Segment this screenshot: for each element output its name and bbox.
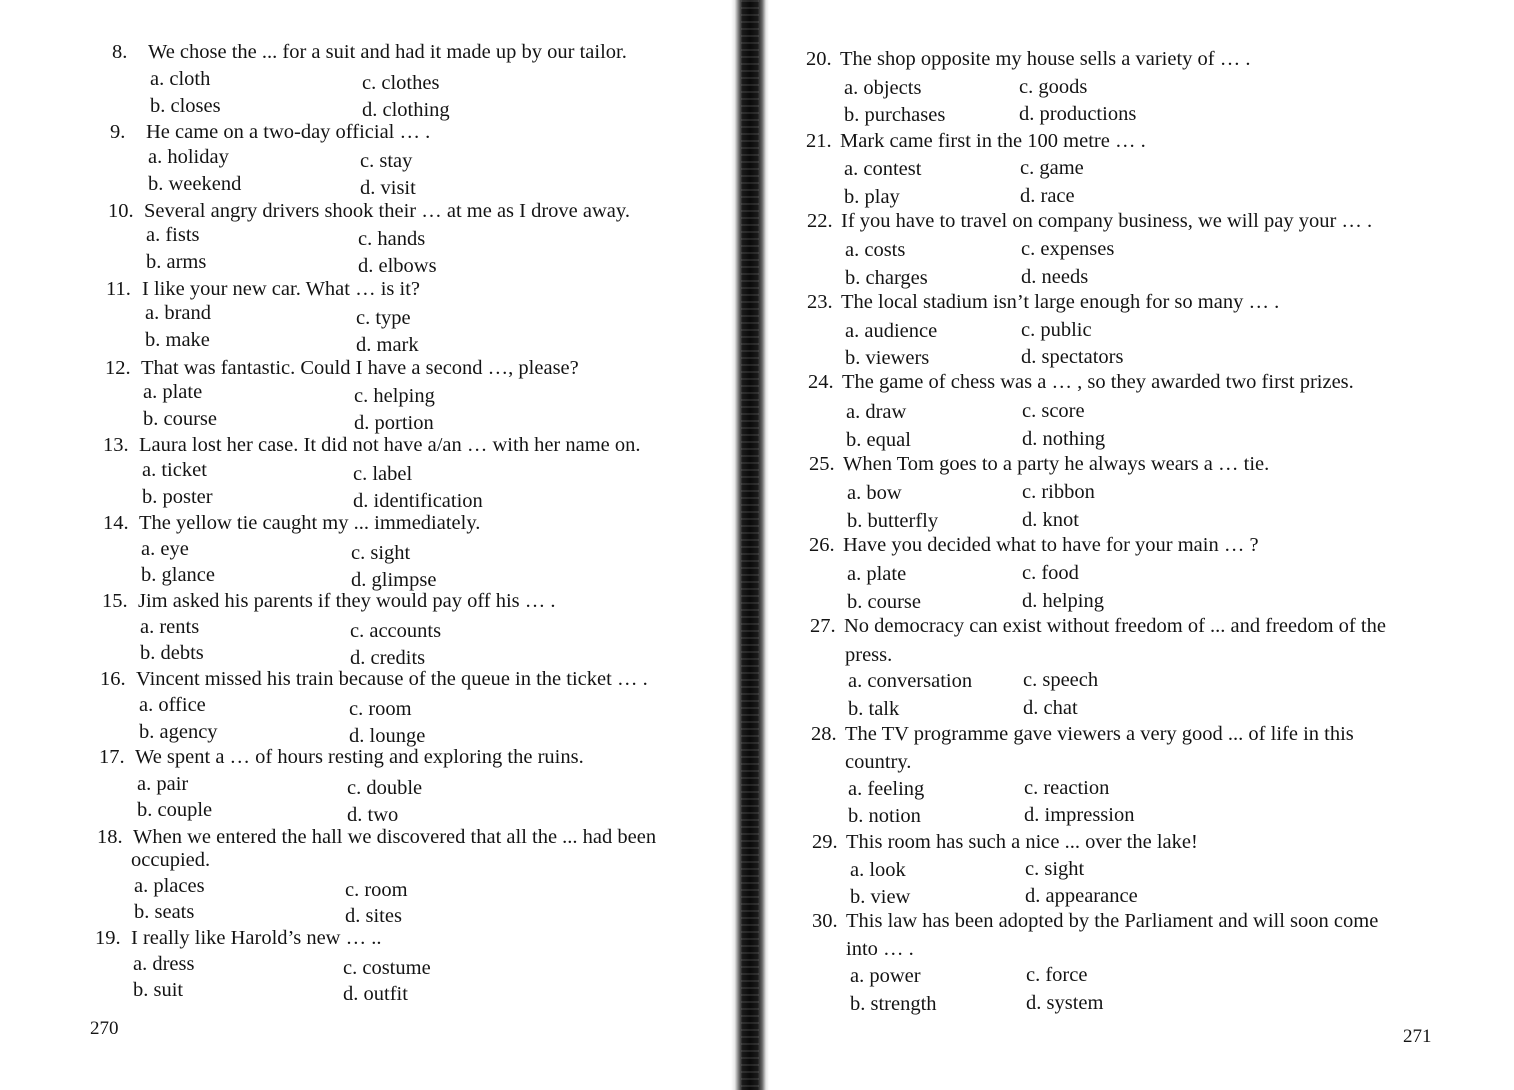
question-number: 19. bbox=[95, 927, 121, 949]
question-12 bbox=[105, 356, 579, 380]
question-number: 18. bbox=[97, 826, 123, 848]
question-text: The shop opposite my house sells a variety of … . bbox=[840, 48, 1251, 70]
option-d: d. helping bbox=[1022, 590, 1104, 612]
option-a: a. plate bbox=[847, 563, 907, 585]
question-number: 9. bbox=[110, 121, 126, 143]
option-b: b. course bbox=[847, 591, 922, 613]
question-text: The TV programme gave viewers a very good ... of life in this bbox=[845, 723, 1354, 745]
option-b: b. seats bbox=[134, 901, 195, 923]
question-number: 22. bbox=[807, 210, 833, 232]
option-d: d. two bbox=[347, 804, 399, 826]
question-text: I like your new car. What … is it? bbox=[142, 278, 421, 300]
option-a: a. dress bbox=[133, 953, 195, 975]
option-c: c. reaction bbox=[1024, 777, 1110, 799]
option-b: b. suit bbox=[133, 979, 184, 1001]
question-text: No democracy can exist without freedom of ... and freedom of the bbox=[844, 615, 1386, 637]
question-text: The yellow tie caught my ... immediately. bbox=[139, 512, 481, 534]
question-9 bbox=[110, 120, 430, 144]
option-d: d. clothing bbox=[362, 99, 450, 121]
question-25 bbox=[809, 452, 1269, 476]
option-d: d. race bbox=[1020, 185, 1075, 207]
option-c: c. hands bbox=[358, 228, 426, 250]
question-continuation: press. bbox=[845, 644, 893, 666]
option-c: c. expenses bbox=[1021, 238, 1115, 260]
question-text: Jim asked his parents if they would pay off his … . bbox=[138, 590, 556, 612]
question-text: This room has such a nice ... over the lake! bbox=[846, 831, 1198, 853]
question-text: I really like Harold’s new … .. bbox=[131, 927, 382, 949]
question-30 bbox=[812, 909, 1378, 933]
option-d: d. identification bbox=[353, 490, 483, 512]
option-b: b. talk bbox=[848, 698, 900, 720]
option-d: d. spectators bbox=[1021, 346, 1124, 368]
option-a: a. draw bbox=[846, 401, 907, 423]
question-text: The local stadium isn’t large enough for so many … . bbox=[841, 291, 1280, 313]
question-8 bbox=[112, 40, 627, 64]
page-number: 270 bbox=[90, 1018, 119, 1039]
option-c: c. sight bbox=[1025, 858, 1085, 880]
question-number: 24. bbox=[808, 371, 834, 393]
question-14 bbox=[103, 511, 480, 535]
question-continuation: occupied. bbox=[131, 849, 211, 871]
option-c: c. room bbox=[345, 879, 408, 901]
option-d: d. elbows bbox=[358, 255, 437, 277]
question-text: Have you decided what to have for your main … ? bbox=[843, 534, 1259, 556]
option-d: d. credits bbox=[350, 647, 426, 669]
option-a: a. conversation bbox=[848, 670, 973, 692]
question-text: When we entered the hall we discovered that all the ... had been bbox=[133, 826, 657, 848]
option-d: d. sites bbox=[345, 905, 402, 927]
question-11 bbox=[106, 277, 420, 301]
option-d: d. productions bbox=[1019, 103, 1137, 125]
option-a: a. eye bbox=[141, 538, 189, 560]
option-a: a. places bbox=[134, 875, 205, 897]
question-text: That was fantastic. Could I have a second …, please? bbox=[141, 357, 579, 379]
option-a: a. look bbox=[850, 859, 906, 881]
question-continuation: into … . bbox=[846, 938, 914, 960]
option-d: d. glimpse bbox=[351, 569, 437, 591]
question-number: 16. bbox=[100, 668, 126, 690]
question-20 bbox=[806, 47, 1251, 71]
question-number: 23. bbox=[807, 291, 833, 313]
question-number: 13. bbox=[103, 434, 129, 456]
option-a: a. objects bbox=[844, 77, 922, 99]
question-number: 21. bbox=[806, 130, 832, 152]
option-b: b. viewers bbox=[845, 347, 930, 369]
option-a: a. pair bbox=[137, 773, 189, 795]
option-b: b. debts bbox=[140, 642, 204, 664]
question-number: 10. bbox=[108, 200, 134, 222]
option-c: c. food bbox=[1022, 562, 1079, 584]
question-number: 28. bbox=[811, 723, 837, 745]
question-28 bbox=[811, 722, 1354, 746]
option-b: b. purchases bbox=[844, 104, 946, 126]
question-number: 17. bbox=[99, 746, 125, 768]
option-b: b. closes bbox=[150, 95, 221, 117]
right-page bbox=[770, 0, 1514, 1090]
option-a: a. costs bbox=[845, 239, 906, 261]
option-b: b. charges bbox=[845, 267, 928, 289]
option-d: d. needs bbox=[1021, 266, 1089, 288]
option-a: a. ticket bbox=[142, 459, 207, 481]
option-c: c. helping bbox=[354, 385, 435, 407]
option-b: b. poster bbox=[142, 486, 213, 508]
question-10 bbox=[108, 199, 630, 223]
option-c: c. clothes bbox=[362, 72, 440, 94]
question-number: 14. bbox=[103, 512, 129, 534]
option-c: c. game bbox=[1020, 157, 1084, 179]
option-d: d. portion bbox=[354, 412, 434, 434]
question-text: The game of chess was a … , so they awarded two first prizes. bbox=[842, 371, 1354, 393]
option-b: b. notion bbox=[848, 805, 921, 827]
option-c: c. sight bbox=[351, 542, 411, 564]
option-c: c. score bbox=[1022, 400, 1085, 422]
option-d: d. impression bbox=[1024, 804, 1135, 826]
option-b: b. play bbox=[844, 186, 900, 208]
option-a: a. contest bbox=[844, 158, 922, 180]
option-c: c. type bbox=[356, 307, 411, 329]
option-a: a. office bbox=[139, 694, 206, 716]
question-number: 15. bbox=[102, 590, 128, 612]
option-b: b. strength bbox=[850, 993, 937, 1015]
option-c: c. public bbox=[1021, 319, 1092, 341]
question-text: Mark came first in the 100 metre … . bbox=[840, 130, 1146, 152]
left-page bbox=[0, 0, 730, 1090]
question-27 bbox=[810, 614, 1386, 638]
page-number: 271 bbox=[1403, 1026, 1432, 1047]
option-c: c. accounts bbox=[350, 620, 442, 642]
option-a: a. feeling bbox=[848, 778, 925, 800]
option-c: c. double bbox=[347, 777, 423, 799]
option-c: c. goods bbox=[1019, 76, 1088, 98]
question-23 bbox=[807, 290, 1279, 314]
option-d: d. appearance bbox=[1025, 885, 1138, 907]
option-d: d. outfit bbox=[343, 983, 408, 1005]
question-number: 30. bbox=[812, 910, 838, 932]
option-c: c. ribbon bbox=[1022, 481, 1095, 503]
question-16 bbox=[100, 667, 648, 691]
option-a: a. rents bbox=[140, 616, 200, 638]
question-number: 8. bbox=[112, 41, 128, 63]
question-continuation: country. bbox=[845, 751, 912, 773]
question-text: Several angry drivers shook their … at me as I drove away. bbox=[144, 200, 630, 222]
option-b: b. couple bbox=[137, 799, 213, 821]
option-d: d. system bbox=[1026, 992, 1104, 1014]
option-a: a. brand bbox=[145, 302, 212, 324]
question-21 bbox=[806, 129, 1146, 153]
question-text: When Tom goes to a party he always wears a … tie. bbox=[843, 453, 1270, 475]
option-b: b. glance bbox=[141, 564, 215, 586]
question-13 bbox=[103, 433, 641, 457]
question-26 bbox=[809, 533, 1259, 557]
question-17 bbox=[99, 745, 584, 769]
question-number: 26. bbox=[809, 534, 835, 556]
question-number: 27. bbox=[810, 615, 836, 637]
question-18 bbox=[97, 825, 656, 849]
question-text: He came on a two-day official … . bbox=[146, 121, 431, 143]
option-a: a. fists bbox=[146, 224, 200, 246]
option-b: b. arms bbox=[146, 251, 207, 273]
question-text: Laura lost her case. It did not have a/an … with her name on. bbox=[139, 434, 641, 456]
option-c: c. label bbox=[353, 463, 413, 485]
question-text: Vincent missed his train because of the queue in the ticket … . bbox=[136, 668, 648, 690]
option-d: d. knot bbox=[1022, 509, 1079, 531]
option-a: a. audience bbox=[845, 320, 938, 342]
option-c: c. stay bbox=[360, 150, 413, 172]
option-b: b. equal bbox=[846, 429, 911, 451]
option-d: d. lounge bbox=[349, 725, 426, 747]
question-number: 20. bbox=[806, 48, 832, 70]
option-c: c. force bbox=[1026, 964, 1088, 986]
question-text: We spent a … of hours resting and exploring the ruins. bbox=[135, 746, 584, 768]
option-b: b. view bbox=[850, 886, 911, 908]
question-number: 25. bbox=[809, 453, 835, 475]
option-b: b. agency bbox=[139, 721, 218, 743]
book-spine-gutter bbox=[731, 0, 769, 1090]
question-text: This law has been adopted by the Parliament and will soon come bbox=[846, 910, 1379, 932]
question-15 bbox=[102, 589, 556, 613]
option-d: d. chat bbox=[1023, 697, 1078, 719]
option-a: a. holiday bbox=[148, 146, 229, 168]
option-d: d. mark bbox=[356, 334, 419, 356]
question-29 bbox=[812, 830, 1198, 854]
question-text: If you have to travel on company business, we will pay your … . bbox=[841, 210, 1373, 232]
option-a: a. cloth bbox=[150, 68, 211, 90]
question-19 bbox=[95, 926, 381, 950]
question-22 bbox=[807, 209, 1372, 233]
option-c: c. speech bbox=[1023, 669, 1099, 691]
question-24 bbox=[808, 370, 1354, 394]
option-d: d. visit bbox=[360, 177, 416, 199]
option-a: a. bow bbox=[847, 482, 902, 504]
option-b: b. weekend bbox=[148, 173, 242, 195]
question-number: 12. bbox=[105, 357, 131, 379]
question-number: 11. bbox=[106, 278, 131, 300]
option-a: a. power bbox=[850, 965, 921, 987]
question-text: We chose the ... for a suit and had it made up by our tailor. bbox=[148, 41, 627, 63]
question-number: 29. bbox=[812, 831, 838, 853]
option-b: b. course bbox=[143, 408, 218, 430]
option-b: b. make bbox=[145, 329, 210, 351]
option-a: a. plate bbox=[143, 381, 203, 403]
option-b: b. butterfly bbox=[847, 510, 939, 532]
option-c: c. costume bbox=[343, 957, 431, 979]
option-d: d. nothing bbox=[1022, 428, 1106, 450]
option-c: c. room bbox=[349, 698, 412, 720]
